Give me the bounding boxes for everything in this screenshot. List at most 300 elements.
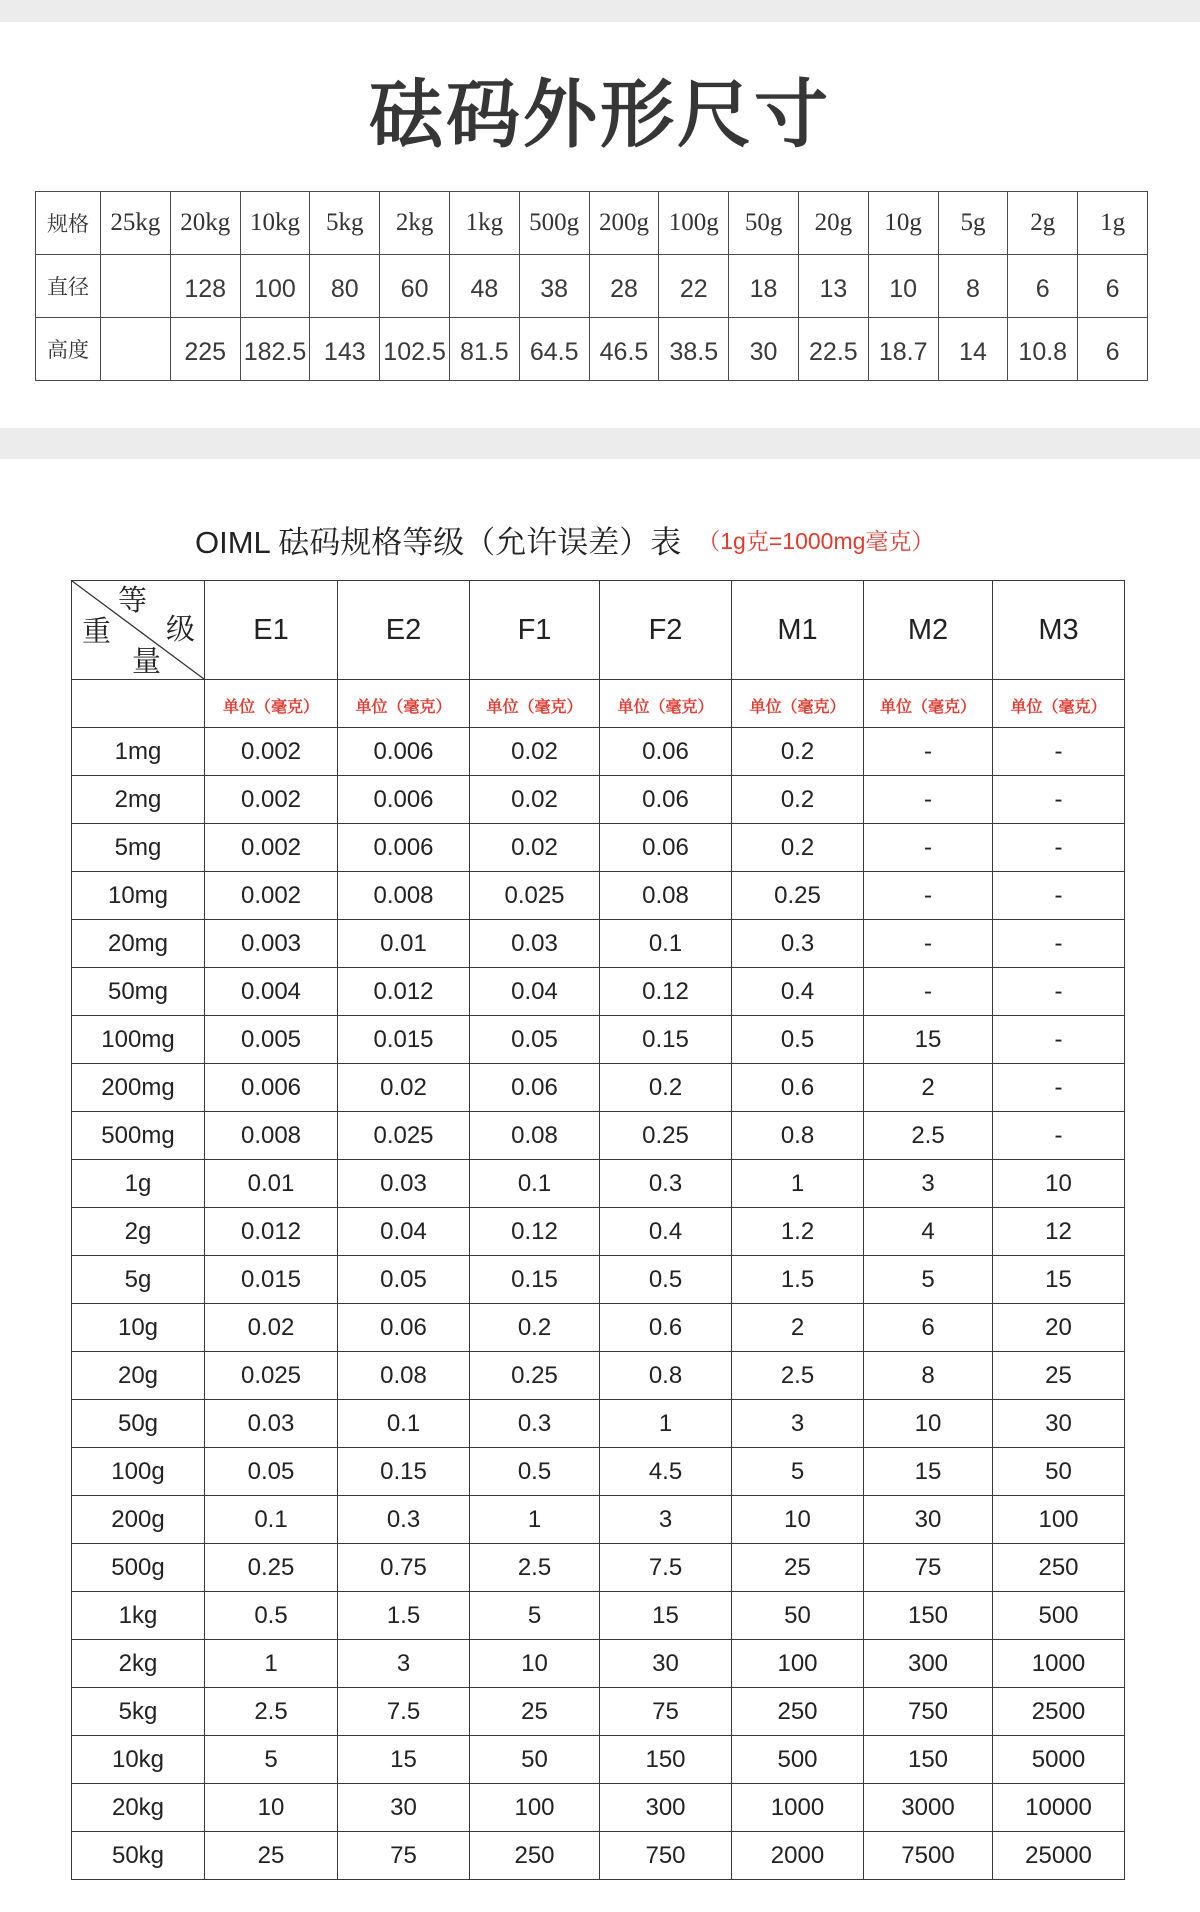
tolerance-cell: 0.015 [205,1256,338,1304]
tolerance-cell: 25000 [993,1832,1125,1880]
tolerance-cell: 0.06 [470,1064,600,1112]
tolerance-cell: 0.015 [338,1016,470,1064]
tolerance-row [72,1784,1125,1832]
tolerance-cell: 0.02 [470,728,600,776]
tolerance-cell: 25 [732,1544,864,1592]
tolerance-cell: 3000 [864,1784,993,1832]
tolerance-cell: 150 [864,1736,993,1784]
oiml-title-row [195,518,934,560]
weight-label: 5mg [72,824,205,872]
tolerance-cell: 0.025 [338,1112,470,1160]
weight-label: 10g [72,1304,205,1352]
dim-cell: 48 [449,255,519,318]
weight-label: 10mg [72,872,205,920]
tolerance-cell: 150 [864,1592,993,1640]
dim-cell: 18.7 [868,318,938,381]
tolerance-cell: 5 [864,1256,993,1304]
dim-header-row [36,192,1148,255]
tolerance-cell: 0.5 [470,1448,600,1496]
tolerance-cell: 0.002 [205,776,338,824]
tolerance-cell: 50 [470,1736,600,1784]
tolerance-cell: 0.4 [600,1208,732,1256]
tolerance-cell: 0.006 [338,776,470,824]
dim-cell: 13 [798,255,868,318]
dim-cell: 8 [938,255,1008,318]
tolerance-cell: 100 [993,1496,1125,1544]
tolerance-row [72,1544,1125,1592]
weight-label: 200mg [72,1064,205,1112]
oiml-title: OIML 砝码规格等级（允许误差）表 [195,524,682,560]
tolerance-cell: 0.08 [600,872,732,920]
tolerance-cell: 15 [600,1592,732,1640]
tolerance-row [72,1160,1125,1208]
tolerance-cell: 0.2 [732,824,864,872]
tolerance-row [72,1832,1125,1880]
tolerance-cell: 15 [864,1448,993,1496]
tolerance-cell: 12 [993,1208,1125,1256]
weight-label: 1mg [72,728,205,776]
tolerance-cell: 10 [470,1640,600,1688]
weight-label: 100g [72,1448,205,1496]
tolerance-cell: 0.05 [338,1256,470,1304]
tolerance-cell: 0.1 [205,1496,338,1544]
tolerance-row [72,1112,1125,1160]
dim-header-label: 规格 [36,192,101,255]
tolerance-cell: - [993,872,1125,920]
grade-header-e2: E2 [338,581,470,680]
tolerance-cell: 0.3 [600,1160,732,1208]
tolerance-cell: 20 [993,1304,1125,1352]
tolerance-row [72,1688,1125,1736]
tolerance-cell: 30 [600,1640,732,1688]
tolerance-cell: 0.04 [338,1208,470,1256]
tolerance-cell: - [993,1016,1125,1064]
dim-cell: 10.8 [1008,318,1078,381]
weight-label: 500g [72,1544,205,1592]
tolerance-cell: 500 [993,1592,1125,1640]
tolerance-cell: 0.03 [205,1400,338,1448]
tolerance-cell: 1 [470,1496,600,1544]
dim-cell [101,318,171,381]
dim-cell: 46.5 [589,318,659,381]
tolerance-cell: 50 [732,1592,864,1640]
unit-row [72,680,1125,728]
tolerance-cell: 0.008 [205,1112,338,1160]
tolerance-cell: 25 [993,1352,1125,1400]
tolerance-row [72,1352,1125,1400]
tolerance-cell: 1.5 [732,1256,864,1304]
tolerance-cell: 2.5 [205,1688,338,1736]
weight-label: 20g [72,1352,205,1400]
tolerance-cell: 0.02 [470,776,600,824]
tolerance-cell: 100 [470,1784,600,1832]
tolerance-cell: 0.25 [600,1112,732,1160]
tolerance-cell: 0.02 [205,1304,338,1352]
tolerance-cell: - [864,968,993,1016]
dim-row-label: 高度 [36,318,101,381]
tolerance-cell: - [864,728,993,776]
tolerance-row [72,968,1125,1016]
tolerance-cell: 30 [993,1400,1125,1448]
weight-label: 1kg [72,1592,205,1640]
oiml-table-head [72,581,1125,728]
tolerance-row [72,872,1125,920]
tolerance-cell: 0.08 [470,1112,600,1160]
oiml-table-body [72,728,1125,1880]
dimensions-table [35,191,1148,381]
tolerance-cell: 1 [732,1160,864,1208]
tolerance-row [72,1592,1125,1640]
dim-col-header: 10kg [240,192,310,255]
tolerance-cell: 0.2 [470,1304,600,1352]
tolerance-cell: 0.05 [470,1016,600,1064]
tolerance-cell: 2000 [732,1832,864,1880]
tolerance-cell: - [864,872,993,920]
tolerance-cell: 2 [732,1304,864,1352]
oiml-table [71,580,1125,1880]
grade-header-f1: F1 [470,581,600,680]
tolerance-cell: 4 [864,1208,993,1256]
unit-label: 单位（毫克） [864,680,993,728]
tolerance-cell: 0.6 [732,1064,864,1112]
tolerance-cell: 0.01 [205,1160,338,1208]
dim-cell: 22.5 [798,318,868,381]
dim-col-header: 2g [1008,192,1078,255]
tolerance-cell: 5000 [993,1736,1125,1784]
tolerance-cell: 300 [864,1640,993,1688]
tolerance-cell: 5 [732,1448,864,1496]
tolerance-cell: 0.012 [205,1208,338,1256]
tolerance-cell: 0.8 [600,1352,732,1400]
tolerance-cell: 0.002 [205,824,338,872]
weight-label: 10kg [72,1736,205,1784]
tolerance-cell: 150 [600,1736,732,1784]
dim-col-header: 1g [1078,192,1148,255]
oiml-subtitle: （1g克=1000mg毫克） [697,527,935,554]
dimensions-table-body [36,192,1148,381]
tolerance-cell: 0.8 [732,1112,864,1160]
weight-label: 2g [72,1208,205,1256]
tolerance-row [72,1448,1125,1496]
tolerance-cell: 0.06 [338,1304,470,1352]
weight-label: 100mg [72,1016,205,1064]
tolerance-cell: 0.2 [600,1064,732,1112]
tolerance-cell: 0.008 [338,872,470,920]
grade-header-m1: M1 [732,581,864,680]
dim-row [36,318,1148,381]
unit-row-blank [72,680,205,728]
dim-col-header: 2kg [380,192,450,255]
dim-cell: 22 [659,255,729,318]
dim-cell: 30 [729,318,799,381]
dim-col-header: 100g [659,192,729,255]
weight-label: 200g [72,1496,205,1544]
tolerance-row [72,1640,1125,1688]
tolerance-cell: 75 [864,1544,993,1592]
tolerance-cell: 2500 [993,1688,1125,1736]
tolerance-cell: 10 [993,1160,1125,1208]
tolerance-cell: 1000 [993,1640,1125,1688]
corner-weight-char: 量 [132,644,162,678]
weight-label: 50kg [72,1832,205,1880]
dim-col-header: 50g [729,192,799,255]
tolerance-cell: 0.5 [205,1592,338,1640]
tolerance-cell: 0.1 [470,1160,600,1208]
tolerance-row [72,1064,1125,1112]
tolerance-cell: 0.02 [338,1064,470,1112]
tolerance-row [72,1208,1125,1256]
dim-cell: 38.5 [659,318,729,381]
tolerance-row [72,776,1125,824]
tolerance-cell: - [993,824,1125,872]
tolerance-cell: 0.15 [600,1016,732,1064]
tolerance-cell: 10 [864,1400,993,1448]
tolerance-row [72,1736,1125,1784]
dim-cell: 128 [170,255,240,318]
dim-col-header: 1kg [449,192,519,255]
tolerance-cell: 500 [732,1736,864,1784]
tolerance-cell: 30 [864,1496,993,1544]
dim-cell: 10 [868,255,938,318]
tolerance-row [72,728,1125,776]
grade-header-m3: M3 [993,581,1125,680]
weight-label: 2mg [72,776,205,824]
tolerance-cell: 2.5 [732,1352,864,1400]
tolerance-row [72,1304,1125,1352]
tolerance-cell: - [993,1064,1125,1112]
dim-cell: 80 [310,255,380,318]
tolerance-cell: 750 [864,1688,993,1736]
tolerance-cell: 25 [470,1688,600,1736]
tolerance-cell: 0.75 [338,1544,470,1592]
tolerance-cell: 3 [732,1400,864,1448]
tolerance-cell: - [864,920,993,968]
dim-cell [101,255,171,318]
tolerance-cell: 4.5 [600,1448,732,1496]
tolerance-cell: 7.5 [338,1688,470,1736]
tolerance-cell: 10 [732,1496,864,1544]
tolerance-cell: 15 [338,1736,470,1784]
tolerance-cell: 6 [864,1304,993,1352]
tolerance-cell: 0.12 [600,968,732,1016]
dim-col-header: 25kg [101,192,171,255]
grade-header-e1: E1 [205,581,338,680]
grade-header-f2: F2 [600,581,732,680]
tolerance-cell: 1 [600,1400,732,1448]
tolerance-cell: 0.05 [205,1448,338,1496]
tolerance-row [72,1400,1125,1448]
dim-cell: 6 [1078,318,1148,381]
tolerance-cell: 1.2 [732,1208,864,1256]
dim-cell: 100 [240,255,310,318]
tolerance-cell: - [993,920,1125,968]
tolerance-cell: 0.006 [205,1064,338,1112]
tolerance-cell: 0.025 [470,872,600,920]
dim-cell: 143 [310,318,380,381]
tolerance-cell: 250 [732,1688,864,1736]
tolerance-cell: 2 [864,1064,993,1112]
tolerance-cell: 0.01 [338,920,470,968]
tolerance-cell: 250 [470,1832,600,1880]
weight-label: 2kg [72,1640,205,1688]
tolerance-cell: 50 [993,1448,1125,1496]
tolerance-cell: 0.4 [732,968,864,1016]
dim-cell: 102.5 [380,318,450,381]
tolerance-cell: 0.25 [470,1352,600,1400]
dim-cell: 182.5 [240,318,310,381]
dim-cell: 64.5 [519,318,589,381]
tolerance-cell: 0.2 [732,728,864,776]
dim-col-header: 20g [798,192,868,255]
tolerance-cell: 0.15 [470,1256,600,1304]
tolerance-cell: 0.3 [470,1400,600,1448]
tolerance-cell: 15 [864,1016,993,1064]
dim-cell: 6 [1078,255,1148,318]
tolerance-cell: 0.3 [732,920,864,968]
tolerance-cell: 15 [993,1256,1125,1304]
tolerance-cell: 0.03 [338,1160,470,1208]
tolerance-cell: 0.2 [732,776,864,824]
weight-label: 5kg [72,1688,205,1736]
dim-cell: 28 [589,255,659,318]
dim-cell: 38 [519,255,589,318]
section-divider-band [0,428,1200,459]
tolerance-cell: - [993,728,1125,776]
tolerance-cell: 0.006 [338,824,470,872]
weight-label: 5g [72,1256,205,1304]
unit-label: 单位（毫克） [732,680,864,728]
weight-label: 20kg [72,1784,205,1832]
dim-cell: 81.5 [449,318,519,381]
dim-cell: 18 [729,255,799,318]
tolerance-cell: 0.06 [600,776,732,824]
tolerance-row [72,920,1125,968]
grade-header-row [72,581,1125,680]
tolerance-cell: 25 [205,1832,338,1880]
tolerance-cell: 0.25 [205,1544,338,1592]
tolerance-cell: 0.02 [470,824,600,872]
weight-label: 50g [72,1400,205,1448]
tolerance-cell: 10 [205,1784,338,1832]
tolerance-cell: 0.1 [600,920,732,968]
tolerance-cell: 0.06 [600,728,732,776]
tolerance-cell: - [993,776,1125,824]
dim-cell: 14 [938,318,1008,381]
dim-cell: 225 [170,318,240,381]
tolerance-cell: 0.12 [470,1208,600,1256]
unit-label: 单位（毫克） [338,680,470,728]
unit-label: 单位（毫克） [993,680,1125,728]
tolerance-cell: 1000 [732,1784,864,1832]
tolerance-cell: - [993,968,1125,1016]
tolerance-cell: 0.002 [205,872,338,920]
weight-label: 50mg [72,968,205,1016]
tolerance-cell: 0.012 [338,968,470,1016]
tolerance-cell: 0.005 [205,1016,338,1064]
tolerance-cell: 0.5 [600,1256,732,1304]
tolerance-cell: 0.025 [205,1352,338,1400]
tolerance-row [72,1256,1125,1304]
corner-weight-char: 重 [82,614,112,648]
weight-label: 1g [72,1160,205,1208]
corner-grade-char: 级 [166,612,196,646]
tolerance-cell: 75 [338,1832,470,1880]
tolerance-cell: 0.3 [338,1496,470,1544]
tolerance-cell: 0.04 [470,968,600,1016]
tolerance-cell: 5 [205,1736,338,1784]
tolerance-cell: - [864,776,993,824]
tolerance-cell: 3 [864,1160,993,1208]
tolerance-cell: 0.25 [732,872,864,920]
weight-label: 500mg [72,1112,205,1160]
tolerance-cell: 5 [470,1592,600,1640]
tolerance-cell: 0.06 [600,824,732,872]
corner-grade-char: 等 [118,583,148,617]
tolerance-cell: 2.5 [470,1544,600,1592]
grade-header-m2: M2 [864,581,993,680]
unit-label: 单位（毫克） [205,680,338,728]
unit-label: 单位（毫克） [470,680,600,728]
dim-col-header: 5kg [310,192,380,255]
tolerance-cell: 0.006 [338,728,470,776]
tolerance-cell: 8 [864,1352,993,1400]
tolerance-cell: 250 [993,1544,1125,1592]
tolerance-cell: 300 [600,1784,732,1832]
tolerance-cell: 2.5 [864,1112,993,1160]
corner-cell [72,581,205,680]
dim-cell: 60 [380,255,450,318]
tolerance-cell: 10000 [993,1784,1125,1832]
dim-col-header: 10g [868,192,938,255]
dim-row-label: 直径 [36,255,101,318]
top-band [0,0,1200,22]
tolerance-cell: 1 [205,1640,338,1688]
tolerance-cell: 75 [600,1688,732,1736]
tolerance-cell: 3 [338,1640,470,1688]
tolerance-cell: 0.002 [205,728,338,776]
tolerance-cell: 0.6 [600,1304,732,1352]
tolerance-row [72,1496,1125,1544]
tolerance-cell: 0.08 [338,1352,470,1400]
tolerance-cell: 100 [732,1640,864,1688]
tolerance-cell: 0.5 [732,1016,864,1064]
tolerance-cell: - [993,1112,1125,1160]
tolerance-cell: 0.15 [338,1448,470,1496]
weight-label: 20mg [72,920,205,968]
tolerance-row [72,824,1125,872]
tolerance-cell: - [864,824,993,872]
tolerance-cell: 0.004 [205,968,338,1016]
tolerance-cell: 0.1 [338,1400,470,1448]
unit-label: 单位（毫克） [600,680,732,728]
dim-row [36,255,1148,318]
dim-col-header: 500g [519,192,589,255]
tolerance-row [72,1016,1125,1064]
tolerance-cell: 0.003 [205,920,338,968]
dim-col-header: 200g [589,192,659,255]
dim-cell: 6 [1008,255,1078,318]
dim-col-header: 20kg [170,192,240,255]
tolerance-cell: 0.03 [470,920,600,968]
tolerance-cell: 3 [600,1496,732,1544]
dim-col-header: 5g [938,192,1008,255]
tolerance-cell: 7500 [864,1832,993,1880]
dimensions-title: 砝码外形尺寸 [369,72,831,158]
tolerance-cell: 7.5 [600,1544,732,1592]
tolerance-cell: 750 [600,1832,732,1880]
tolerance-cell: 30 [338,1784,470,1832]
tolerance-cell: 1.5 [338,1592,470,1640]
